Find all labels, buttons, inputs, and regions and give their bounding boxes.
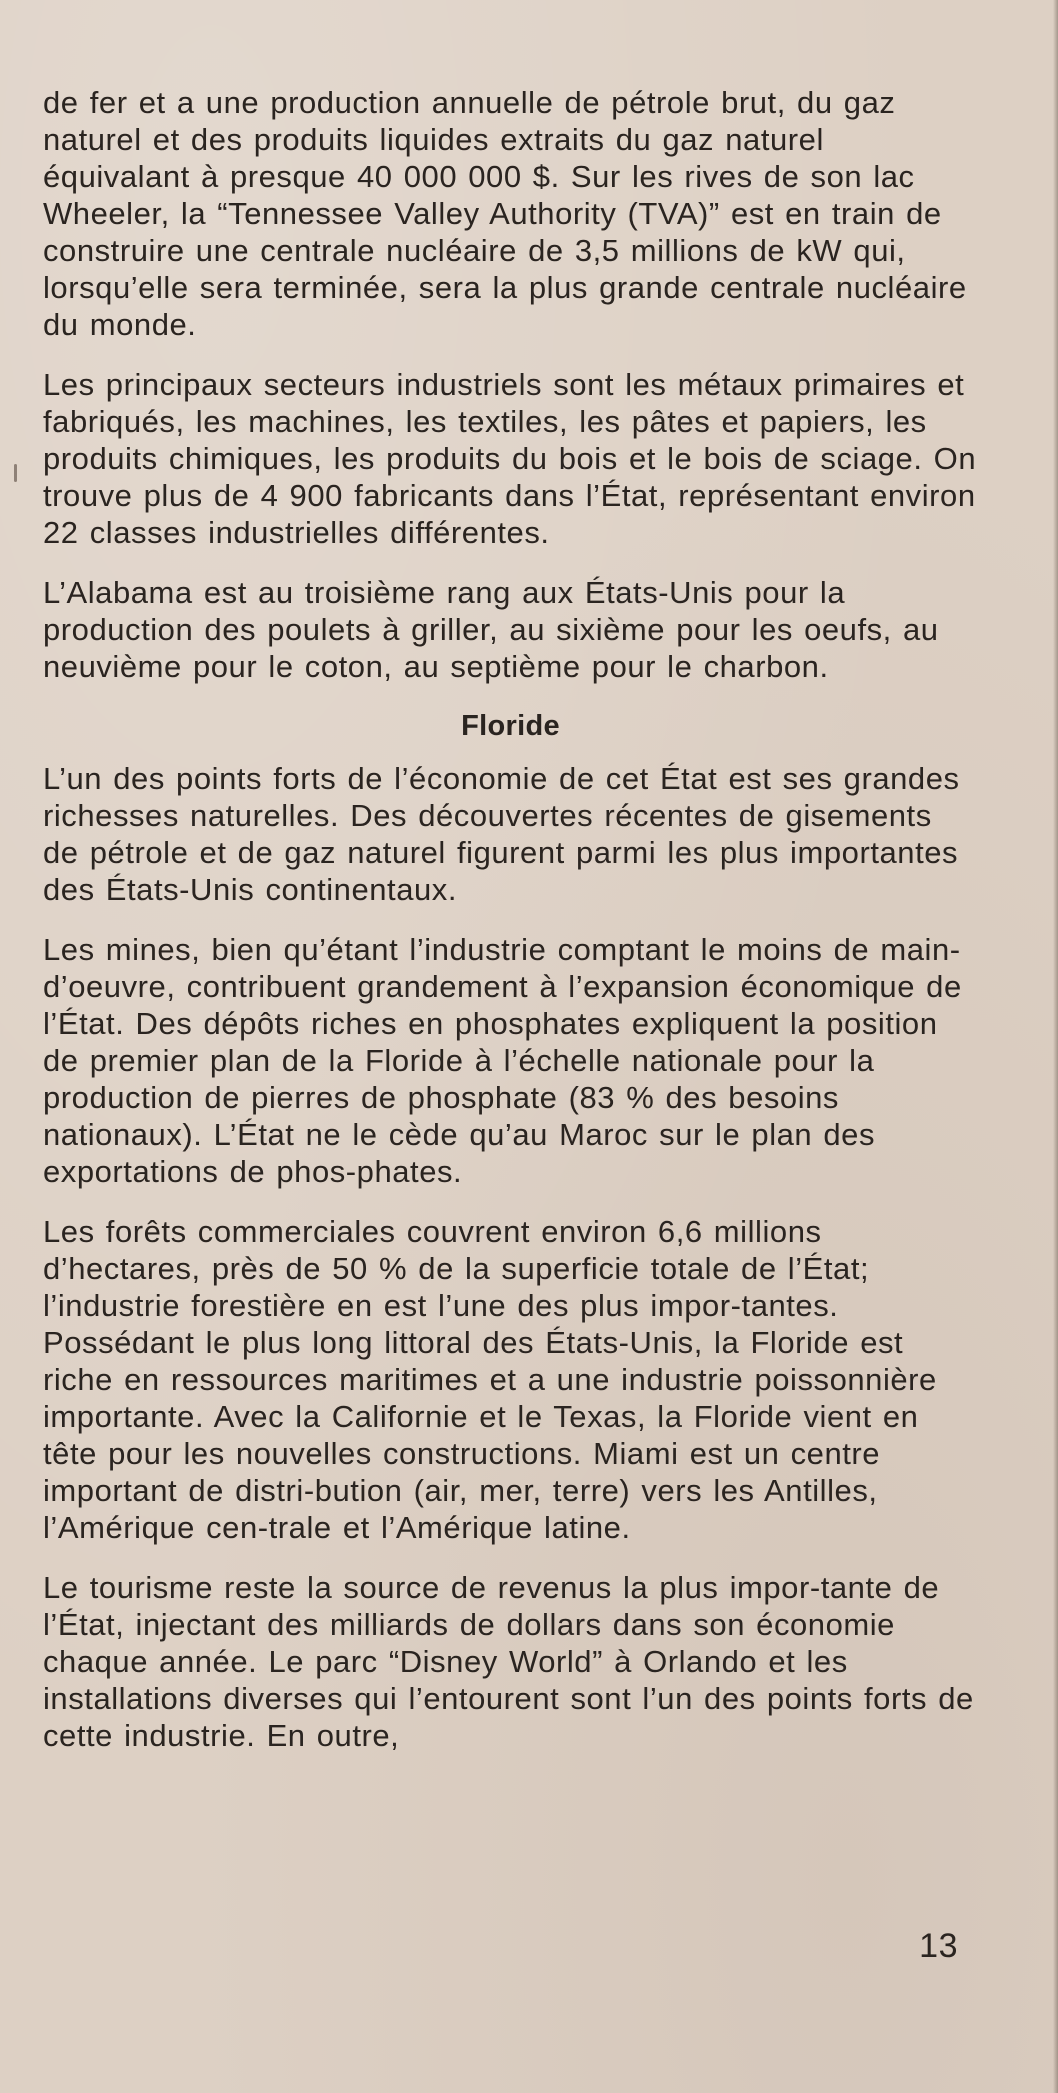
page-edge-shadow — [1053, 0, 1058, 2093]
paragraph-floride-forests: Les forêts commerciales couvrent environ 6,6 millions d’hectares, près de 50 % de la superficie totale de l’État; l’industrie forestière en est l’une des plus impor-tantes. Possédant le plus long littoral des États-Unis, la Floride est riche en ressources maritimes et a une industrie poissonnière importante. Avec la Californie et le Texas, la Floride vient en tête pour les nouvelles constructions. Miami est un centre important de distri-bution (air, mer, terre) vers les Antilles, l’Amérique cen-trale et l’Amérique latine. — [43, 1214, 937, 1545]
section-heading-floride: Floride — [461, 710, 560, 742]
margin-mark — [14, 464, 17, 482]
page-number: 13 — [919, 1927, 958, 1965]
paragraph-alabama-industry: Les principaux secteurs industriels sont les métaux primaires et fabriqués, les machines, les textiles, les pâtes et papiers, les produits chimiques, les produits du bois et le bois de sciage. On trouve plus de 4 900 fabricants dans l’État, représentant environ 22 classes industrielles différentes. — [43, 367, 977, 550]
paragraph-alabama-energy: de fer et a une production annuelle de pétrole brut, du gaz naturel et des produits liquides extraits du gaz naturel équivalant à presque 40 000 000 $. Sur les rives de son lac Wheeler, la “Tennessee Valley Authority (TVA)” est en train de construire une centrale nucléaire de 3,5 millions de kW qui, lorsqu’elle sera terminée, sera la plus grande centrale nucléaire du monde. — [43, 85, 967, 342]
paragraph-floride-mines: Les mines, bien qu’étant l’industrie comptant le moins de main-d’oeuvre, contribuent grandement à l’expansion économique de l’État. Des dépôts riches en phosphates expliquent la position de premier plan de la Floride à l’échelle nationale pour la production de pierres de phosphate (83 % des besoins nationaux). L’État ne le cède qu’au Maroc sur le plan des exportations de phos-phates. — [43, 932, 962, 1189]
text-column — [43, 84, 978, 1777]
paragraph-floride-tourism: Le tourisme reste la source de revenus la plus impor-tante de l’État, injectant des milliards de dollars dans son économie chaque année. Le parc “Disney World” à Orlando et les installations diverses qui l’entourent sont l’un des points forts de cette industrie. En outre, — [43, 1570, 974, 1753]
paragraph-alabama-rankings: L’Alabama est au troisième rang aux États-Unis pour la production des poulets à griller, au sixième pour les oeufs, au neuvième pour le coton, au septième pour le charbon. — [43, 575, 939, 684]
paragraph-floride-resources: L’un des points forts de l’économie de cet État est ses grandes richesses naturelles. Des découvertes récentes de gisements de pétrole et de gaz naturel figurent parmi les plus importantes des États-Unis continentaux. — [43, 761, 960, 907]
